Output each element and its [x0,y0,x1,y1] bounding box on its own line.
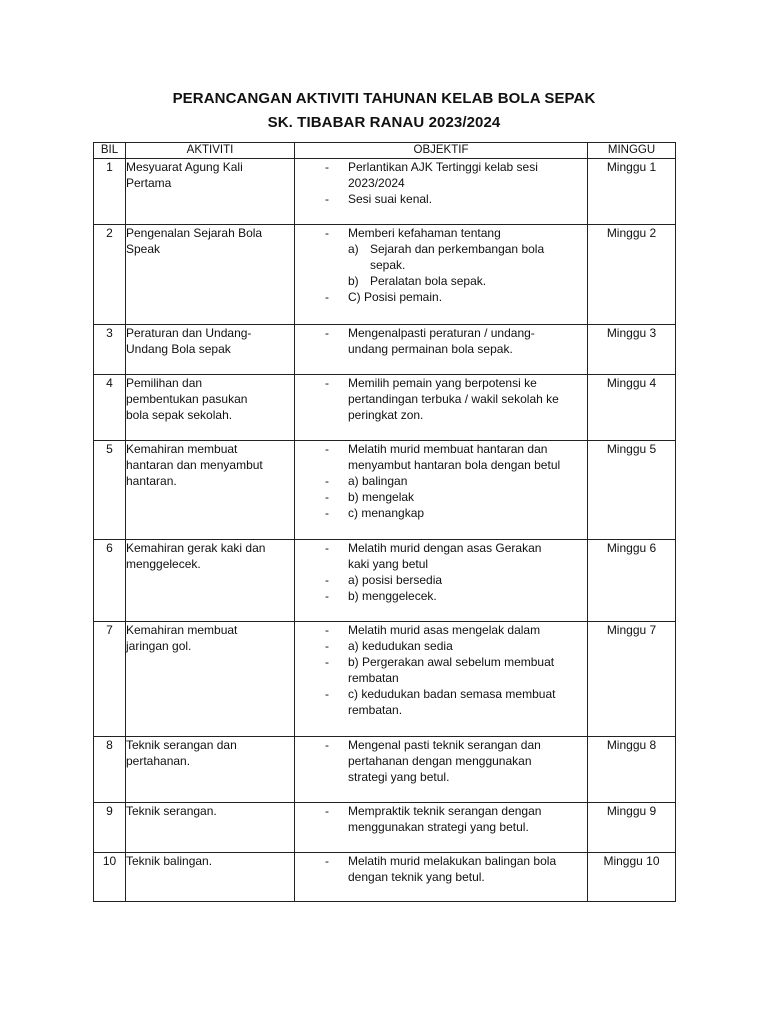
activity-cell [126,159,295,225]
objective-line [295,441,587,457]
row-number: 1 [94,159,126,225]
objective-line [295,588,587,604]
objective-text: a) kedudukan sedia [348,639,453,653]
objective-line [295,686,587,702]
activity-cell [126,540,295,622]
objective-line [295,457,587,473]
objective-text: peringkat zon. [348,408,424,422]
activity-cell [126,622,295,737]
objective-bullet [295,869,348,885]
objective-bullet [295,769,348,785]
activity-line: Peraturan dan Undang- [126,326,252,340]
table-row [94,622,676,737]
objective-bullet: - [325,506,329,520]
activity-plan-table [93,142,676,902]
document-subtitle: SK. TIBABAR RANAU 2023/2024 [267,114,501,131]
objective-line [295,341,587,357]
objective-cell [295,737,588,803]
activity-cell [126,375,295,441]
objective-bullet: - [325,192,329,206]
objective-text: b) Pergerakan awal sebelum membuat [348,655,555,669]
row-number: 5 [94,441,126,540]
objective-line [295,241,587,257]
objective-text: Mengenalpasti peraturan / undang- [348,326,535,340]
objective-line [295,638,587,654]
objective-bullet: - [325,226,329,240]
objective-cell [295,159,588,225]
objective-line [295,407,587,423]
activity-line: pembentukan pasukan [126,392,248,406]
objective-line [295,869,587,885]
table-row [94,325,676,375]
objective-line [295,159,587,175]
activity-cell [126,803,295,853]
objective-line [295,556,587,572]
objective-bullet: b) [348,274,359,288]
objective-bullet [295,407,348,423]
objective-cell [295,853,588,902]
week-cell: Minggu 7 [588,622,676,737]
objective-bullet: - [325,573,329,587]
objective-bullet: - [325,738,329,752]
objective-bullet: - [325,589,329,603]
row-number: 4 [94,375,126,441]
activity-line: Pertama [126,176,172,190]
objective-line [295,505,587,521]
objective-bullet [295,391,348,407]
objective-line [295,737,587,753]
objective-text: pertandingan terbuka / wakil sekolah ke [348,392,559,406]
objective-line [295,819,587,835]
objective-bullet: - [325,490,329,504]
objective-text: Mengenal pasti teknik serangan dan [348,738,541,752]
objective-cell [295,540,588,622]
objective-text: menyambut hantaran bola dengan betul [348,458,561,472]
objective-line [295,289,587,305]
objective-line [295,489,587,505]
objective-text: pertahanan dengan menggunakan [348,754,532,768]
objective-text: b) mengelak [348,490,415,504]
activity-line: Speak [126,242,161,256]
activity-line: hantaran dan menyambut [126,458,263,472]
objective-line [295,225,587,241]
row-number: 6 [94,540,126,622]
objective-text: strategi yang betul. [348,770,450,784]
objective-line [295,670,587,686]
activity-line: Kemahiran membuat [126,623,238,637]
objective-text: Peralatan bola sepak. [370,274,487,288]
objective-bullet: - [325,854,329,868]
row-number: 7 [94,622,126,737]
objective-text: undang permainan bola sepak. [348,342,513,356]
objective-bullet [295,702,348,718]
activity-cell [126,853,295,902]
objective-text: Mempraktik teknik serangan dengan [348,804,542,818]
activity-line: Pengenalan Sejarah Bola [126,226,263,240]
objective-cell [295,441,588,540]
objective-bullet [295,257,370,273]
table-row [94,159,676,225]
row-number: 2 [94,225,126,325]
objective-text: c) menangkap [348,506,425,520]
objective-text: Melatih murid membuat hantaran dan [348,442,548,456]
objective-text: a) balingan [348,474,408,488]
week-cell: Minggu 4 [588,375,676,441]
objective-bullet [295,819,348,835]
objective-bullet: - [325,160,329,174]
objective-bullet: - [325,639,329,653]
activity-cell [126,441,295,540]
row-number: 9 [94,803,126,853]
objective-bullet: a) [348,242,359,256]
activity-line: Teknik balingan. [126,854,213,868]
objective-bullet: - [325,687,329,701]
header-bil: BIL [94,143,126,159]
objective-bullet [295,753,348,769]
week-cell: Minggu 2 [588,225,676,325]
objective-bullet [295,175,348,191]
objective-text: a) posisi bersedia [348,573,443,587]
week-cell: Minggu 1 [588,159,676,225]
row-number: 10 [94,853,126,902]
activity-line: Kemahiran gerak kaki dan [126,541,266,555]
objective-bullet [295,341,348,357]
activity-cell [126,325,295,375]
objective-bullet [295,457,348,473]
table-row [94,540,676,622]
objective-text: Sesi suai kenal. [348,192,433,206]
objective-line [295,803,587,819]
activity-line: pertahanan. [126,754,191,768]
header-aktiviti: AKTIVITI [126,143,295,159]
objective-text: rembatan [348,671,399,685]
objective-text: kaki yang betul [348,557,429,571]
objective-line [295,622,587,638]
objective-text: Melatih murid asas mengelak dalam [348,623,541,637]
header-minggu: MINGGU [588,143,676,159]
objective-cell [295,622,588,737]
week-cell: Minggu 3 [588,325,676,375]
objective-text: dengan teknik yang betul. [348,870,485,884]
activity-line: menggelecek. [126,557,201,571]
objective-line [295,175,587,191]
objective-text: 2023/2024 [348,176,405,190]
activity-line: Mesyuarat Agung Kali [126,160,243,174]
activity-line: Teknik serangan dan [126,738,237,752]
objective-cell [295,375,588,441]
objective-line [295,540,587,556]
objective-line [295,853,587,869]
week-cell: Minggu 6 [588,540,676,622]
table-row [94,803,676,853]
week-cell: Minggu 9 [588,803,676,853]
row-number: 8 [94,737,126,803]
objective-bullet: - [325,290,329,304]
objective-line [295,375,587,391]
header-objektif: OBJEKTIF [295,143,588,159]
objective-line [295,572,587,588]
objective-text: Sejarah dan perkembangan bola [370,242,545,256]
objective-line [295,191,587,207]
objective-cell [295,325,588,375]
objective-text: rembatan. [348,703,403,717]
table-row [94,737,676,803]
objective-line [295,753,587,769]
objective-text: C) Posisi pemain. [348,290,443,304]
objective-bullet: - [325,326,329,340]
objective-bullet: - [325,474,329,488]
activity-line: bola sepak sekolah. [126,408,233,422]
objective-line [295,769,587,785]
objective-bullet [295,670,348,686]
table-row [94,441,676,540]
objective-text: c) kedudukan badan semasa membuat [348,687,556,701]
objective-text: Melatih murid melakukan balingan bola [348,854,557,868]
activity-cell [126,737,295,803]
objective-bullet: - [325,376,329,390]
objective-bullet: - [325,623,329,637]
week-cell: Minggu 10 [588,853,676,902]
objective-bullet: - [325,541,329,555]
week-cell: Minggu 8 [588,737,676,803]
objective-line [295,325,587,341]
activity-line: jaringan gol. [126,639,192,653]
objective-line [295,257,587,273]
objective-bullet: - [325,442,329,456]
activity-line: Teknik serangan. [126,804,217,818]
objective-line [295,654,587,670]
activity-line: hantaran. [126,474,177,488]
table-row [94,853,676,902]
objective-text: Memilih pemain yang berpotensi ke [348,376,537,390]
objective-cell [295,225,588,325]
activity-line: Pemilihan dan [126,376,203,390]
week-cell: Minggu 5 [588,441,676,540]
objective-line [295,702,587,718]
document-title: PERANCANGAN AKTIVITI TAHUNAN KELAB BOLA SEPAK [172,90,596,107]
table-row [94,375,676,441]
objective-bullet: - [325,655,329,669]
objective-line [295,391,587,407]
objective-text: Memberi kefahaman tentang [348,226,501,240]
objective-bullet: - [325,804,329,818]
activity-cell [126,225,295,325]
activity-line: Kemahiran membuat [126,442,238,456]
objective-text: menggunakan strategi yang betul. [348,820,529,834]
objective-text: Perlantikan AJK Tertinggi kelab sesi [348,160,538,174]
table-row [94,225,676,325]
objective-bullet [295,556,348,572]
objective-cell [295,803,588,853]
objective-line [295,273,587,289]
objective-text: b) menggelecek. [348,589,437,603]
objective-line [295,473,587,489]
objective-text: Melatih murid dengan asas Gerakan [348,541,542,555]
objective-text: sepak. [370,258,406,272]
row-number: 3 [94,325,126,375]
activity-line: Undang Bola sepak [126,342,231,356]
table-header-row [94,143,676,159]
